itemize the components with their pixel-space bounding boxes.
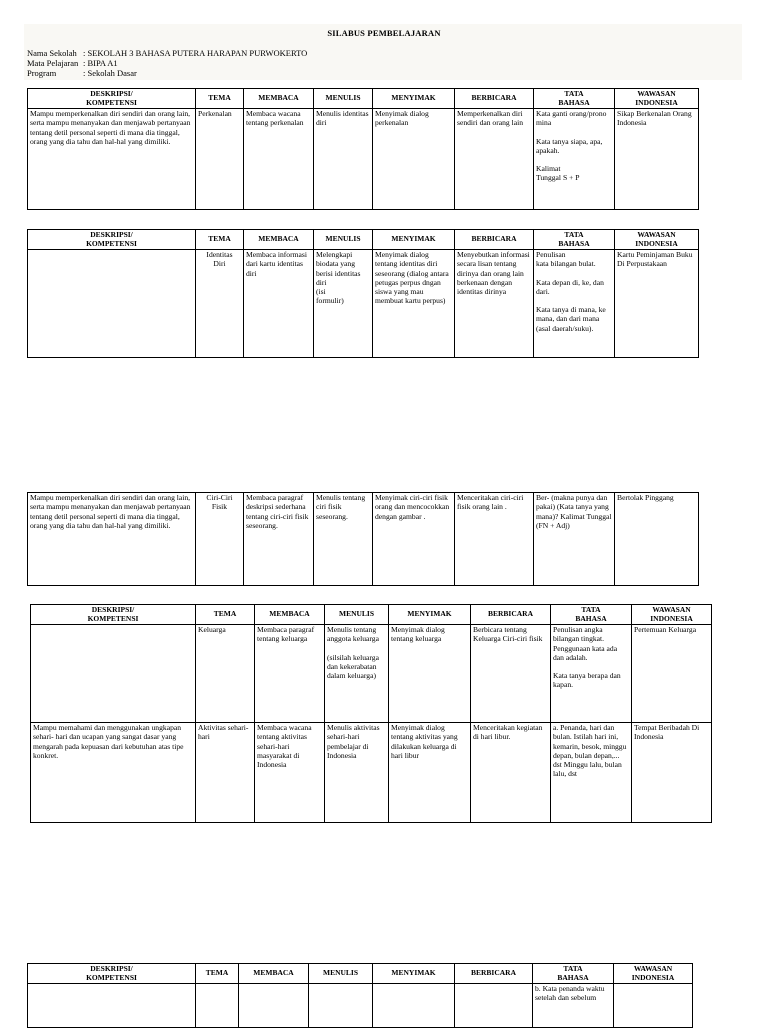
cell-tata-bahasa: Penulisan kata bilangan bulat. Kata depan di, ke, dan dari. Kata tanya di mana, ke mana, dan dari mana (asal daerah/suku). <box>534 250 615 358</box>
table-header-row <box>31 605 712 625</box>
cell-menyimak: Menyimak dialog tentang identitas diri seseorang (dialog antara petugas perpus dngan siswa yang mau membuat kartu perpus) <box>373 250 455 358</box>
info-value: : Sekolah Dasar <box>83 68 137 78</box>
cell-membaca: Membaca paragraf deskripsi sederhana tentang ciri-ciri fisik seseorang. <box>244 493 314 586</box>
cell-menyimak: Menyimak dialog tentang aktivitas yang dilakukan keluarga di hari libur <box>389 723 471 823</box>
cell-menulis: Menulis tentang anggota keluarga (silsilah keluarga dan kekerabatan dalam keluarga) <box>325 625 389 723</box>
header-menyimak: MENYIMAK <box>373 964 455 984</box>
syllabus-table-2 <box>27 229 699 358</box>
table-row <box>31 723 712 823</box>
cell-berbicara: Berbicara tentang Keluarga Ciri-ciri fisik <box>471 625 551 723</box>
cell-berbicara <box>455 984 533 1028</box>
cell-deskripsi: Mampu memperkenalkan diri sendiri dan orang lain, serta mampu menanyakan dan menjawab pertanyaan tentang detil personal seperti di mana dia tinggal, orang yang dia tahu dan hal-hal yang dimiliki. <box>28 493 196 586</box>
header-tema: TEMA <box>196 230 244 250</box>
info-value: : SEKOLAH 3 BAHASA PUTERA HARAPAN PURWOKERTO <box>83 48 308 58</box>
header-berbicara: BERBICARA <box>455 89 534 109</box>
syllabus-table-4 <box>30 604 712 823</box>
cell-membaca: Membaca paragraf tentang keluarga <box>255 625 325 723</box>
cell-menyimak: Menyimak ciri-ciri fisik orang dan mencocokkan dengan gambar . <box>373 493 455 586</box>
info-line-program <box>27 68 307 78</box>
cell-menyimak <box>373 984 455 1028</box>
cell-membaca: Membaca informasi dari kartu identitas diri <box>244 250 314 358</box>
cell-menulis: Menulis aktivitas sehari-hari pembelajar di Indonesia <box>325 723 389 823</box>
cell-deskripsi <box>28 984 196 1028</box>
table-header-row <box>28 230 699 250</box>
cell-wawasan: Sikap Berkenalan Orang Indonesia <box>615 109 699 210</box>
table-row <box>28 250 699 358</box>
header-menyimak: MENYIMAK <box>389 605 471 625</box>
header-menyimak: MENYIMAK <box>373 230 455 250</box>
table-row <box>28 984 693 1028</box>
header-membaca: MEMBACA <box>255 605 325 625</box>
header-membaca: MEMBACA <box>244 89 314 109</box>
cell-tema: Aktivitas sehari-hari <box>196 723 255 823</box>
cell-tata-bahasa: b. Kata penanda waktu setelah dan sebelum <box>533 984 614 1028</box>
cell-membaca <box>239 984 309 1028</box>
cell-wawasan: Kartu Peminjaman Buku Di Perpustakaan <box>615 250 699 358</box>
info-value: : BIPA A1 <box>83 58 118 68</box>
header-menulis: MENULIS <box>325 605 389 625</box>
header-wawasan: WAWASAN INDONESIA <box>614 964 693 984</box>
header-kompetensi: DESKRIPSI/ KOMPETENSI <box>31 605 196 625</box>
cell-deskripsi <box>28 250 196 358</box>
cell-wawasan: Bertolak Pinggang <box>615 493 699 586</box>
syllabus-table-3 <box>27 492 699 586</box>
cell-tema: Identitas Diri <box>196 250 244 358</box>
header-menulis: MENULIS <box>314 89 373 109</box>
cell-berbicara: Menyebutkan informasi secara lisan tentang dirinya dan orang lain berkenaan dengan identitas dirinya <box>455 250 534 358</box>
header-wawasan: WAWASAN INDONESIA <box>632 605 712 625</box>
header-tema: TEMA <box>196 605 255 625</box>
cell-tema <box>196 984 239 1028</box>
syllabus-table-1 <box>27 88 699 210</box>
cell-menulis: Melengkapi biodata yang berisi identitas diri (isi formulir) <box>314 250 373 358</box>
header-kompetensi: DESKRIPSI/ KOMPETENSI <box>28 964 196 984</box>
cell-menyimak: Menyimak dialog tentang keluarga <box>389 625 471 723</box>
info-line-school <box>27 48 307 58</box>
cell-tata-bahasa: Penulisan angka bilangan tingkat. Penggunaan kata ada dan adalah. Kata tanya berapa dan kapan. <box>551 625 632 723</box>
cell-tema: Perkenalan <box>196 109 244 210</box>
cell-menulis <box>309 984 373 1028</box>
syllabus-table-5 <box>27 963 693 1028</box>
cell-deskripsi <box>31 625 196 723</box>
cell-menyimak: Menyimak dialog perkenalan <box>373 109 455 210</box>
cell-deskripsi: Mampu memahami dan menggunakan ungkapan sehari- hari dan ucapan yang sangat dasar yang mengarah pada kepuasan dari kebutuhan atas tipe konkret. <box>31 723 196 823</box>
cell-tata-bahasa: Kata ganti orang/prono mina Kata tanya siapa, apa, apakah. Kalimat Tunggal S + P <box>534 109 615 210</box>
cell-berbicara: Menceritakan ciri-ciri fisik orang lain . <box>455 493 534 586</box>
header-menulis: MENULIS <box>309 964 373 984</box>
header-tata-bahasa: TATA BAHASA <box>533 964 614 984</box>
header-tata-bahasa: TATA BAHASA <box>534 230 615 250</box>
header-membaca: MEMBACA <box>239 964 309 984</box>
cell-wawasan: Tempat Beribadah Di Indonesia <box>632 723 712 823</box>
document-title: SILABUS PEMBELAJARAN <box>327 28 441 38</box>
header-tema: TEMA <box>196 964 239 984</box>
info-label: Nama Sekolah <box>27 48 77 58</box>
cell-wawasan: Pertemuan Keluarga <box>632 625 712 723</box>
document-info <box>27 48 307 78</box>
info-line-subject <box>27 58 307 68</box>
cell-tata-bahasa: Ber- (makna punya dan pakai) (Kata tanya yang mana)? Kalimat Tunggal (FN + Adj) <box>534 493 615 586</box>
table-row <box>28 493 699 586</box>
header-berbicara: BERBICARA <box>471 605 551 625</box>
cell-wawasan <box>614 984 693 1028</box>
info-label: Mata Pelajaran <box>27 58 79 68</box>
cell-tata-bahasa: a. Penanda, hari dan bulan. Istilah hari ini, kemarin, besok, minggu depan, bulan depan,... dst Minggu lalu, bulan lalu, dst <box>551 723 632 823</box>
header-menulis: MENULIS <box>314 230 373 250</box>
cell-menulis: Menulis identitas diri <box>314 109 373 210</box>
cell-menulis: Menulis tentang ciri fisik seseorang. <box>314 493 373 586</box>
cell-membaca: Membaca wacana tentang perkenalan <box>244 109 314 210</box>
header-menyimak: MENYIMAK <box>373 89 455 109</box>
header-tata-bahasa: TATA BAHASA <box>534 89 615 109</box>
cell-berbicara: Menceritakan kegiatan di hari libur. <box>471 723 551 823</box>
table-header-row <box>28 964 693 984</box>
header-tata-bahasa: TATA BAHASA <box>551 605 632 625</box>
header-tema: TEMA <box>196 89 244 109</box>
header-berbicara: BERBICARA <box>455 230 534 250</box>
info-label: Program <box>27 68 57 78</box>
cell-tema: Ciri-Ciri Fisik <box>196 493 244 586</box>
cell-deskripsi: Mampu memperkenalkan diri sendiri dan orang lain, serta mampu menanyakan dan menjawab pertanyaan tentang detil personal seperti di mana dia tinggal, orang yang dia tahu dan hal-hal yang dimiliki. <box>28 109 196 210</box>
header-wawasan: WAWASAN INDONESIA <box>615 89 699 109</box>
table-row <box>28 109 699 210</box>
header-kompetensi: DESKRIPSI/ KOMPETENSI <box>28 230 196 250</box>
header-kompetensi: DESKRIPSI/ KOMPETENSI <box>28 89 196 109</box>
header-membaca: MEMBACA <box>244 230 314 250</box>
header-wawasan: WAWASAN INDONESIA <box>615 230 699 250</box>
header-berbicara: BERBICARA <box>455 964 533 984</box>
table-row <box>31 625 712 723</box>
table-header-row <box>28 89 699 109</box>
cell-tema: Keluarga <box>196 625 255 723</box>
cell-berbicara: Memperkenalkan diri sendiri dan orang lain <box>455 109 534 210</box>
cell-membaca: Membaca wacana tentang aktivitas sehari-hari masyarakat di Indonesia <box>255 723 325 823</box>
